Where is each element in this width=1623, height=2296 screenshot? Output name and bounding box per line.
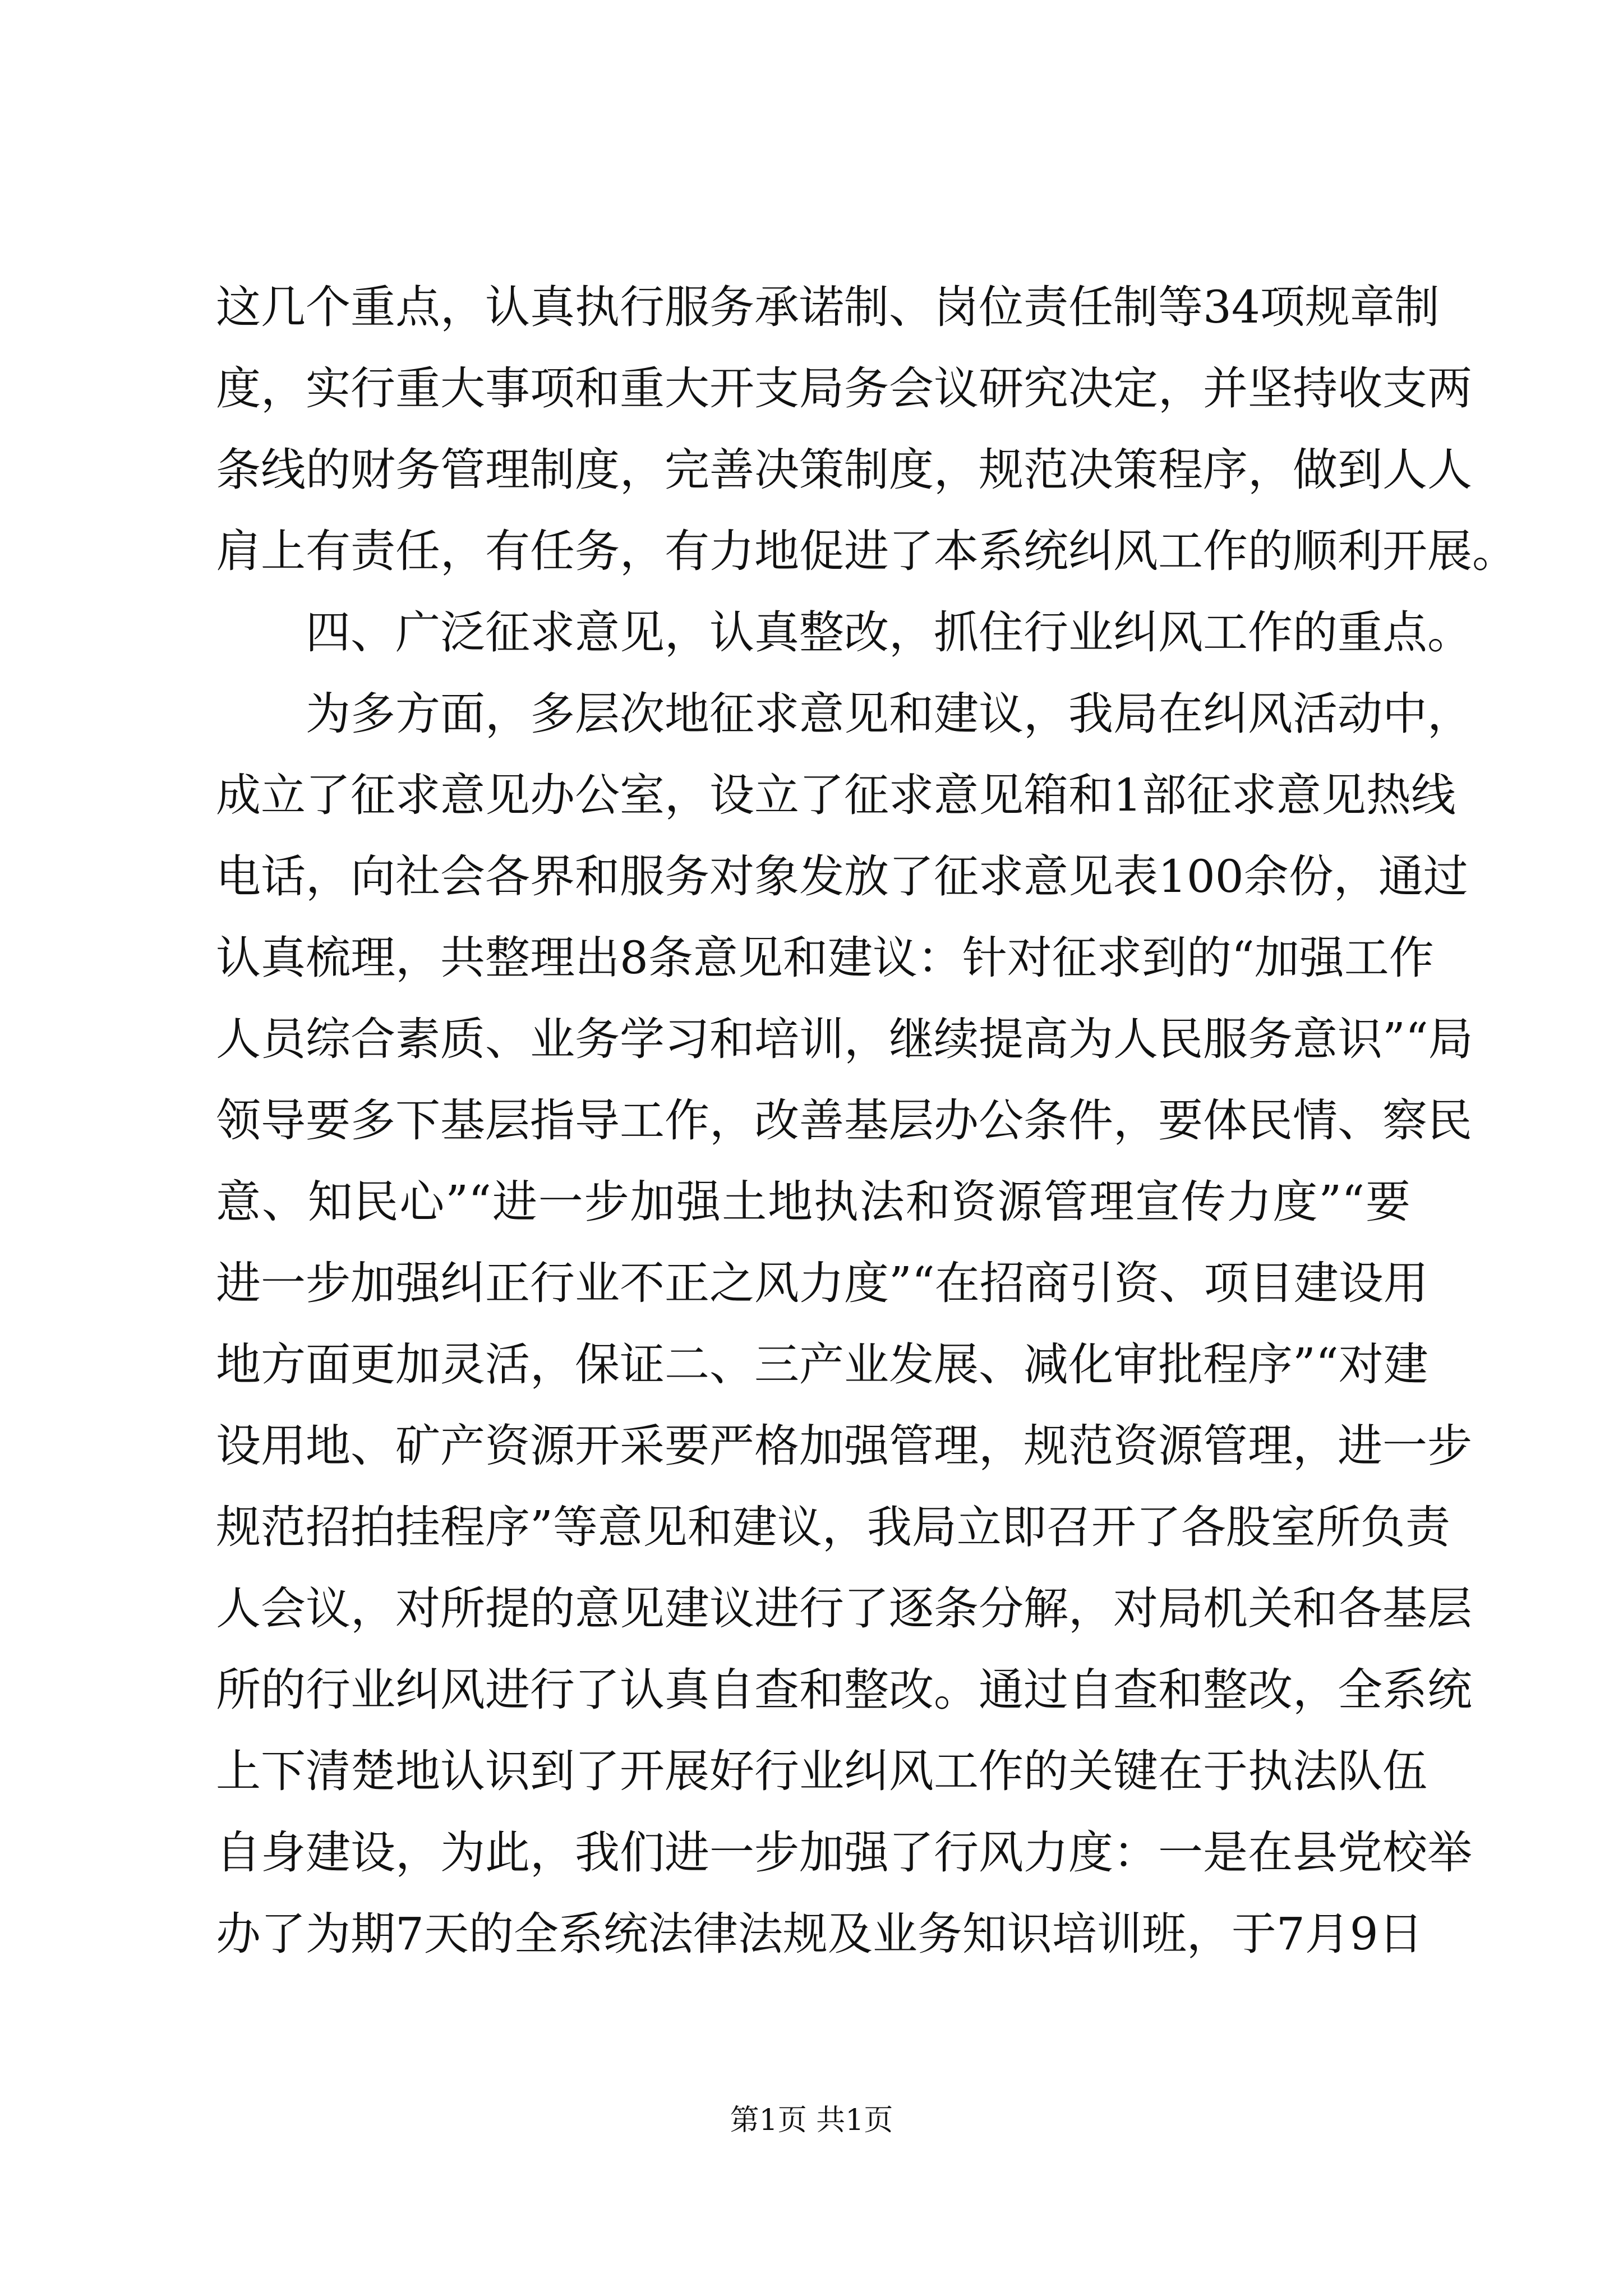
page-footer <box>0 2101 1623 2140</box>
text-line: 成立了征求意见办公室，设立了征求意见箱和1部征求意见热线 <box>216 769 1456 821</box>
text-line: 自身建设，为此，我们进一步加强了行风力度：一是在县党校举 <box>216 1826 1472 1879</box>
text-line: 办了为期7天的全系统法律法规及业务知识培训班，于7月9日 <box>216 1908 1423 1960</box>
document-body <box>216 266 1517 1975</box>
page-number-label: 第1页 共1页 <box>730 2104 893 2137</box>
text-line: 肩上有责任，有任务，有力地促进了本系统纠风工作的顺利开展。 <box>216 525 1517 577</box>
text-line: 设用地、矿产资源开采要严格加强管理，规范资源管理，进一步 <box>216 1420 1472 1472</box>
text-line: 认真梳理，共整理出8条意见和建议：针对征求到的“加强工作 <box>216 932 1434 984</box>
text-line: 进一步加强纠正行业不正之风力度”“在招商引资、项目建设用 <box>216 1257 1428 1309</box>
text-line: 领导要多下基层指导工作，改善基层办公条件，要体民情、察民 <box>216 1094 1472 1147</box>
text-line: 这几个重点，认真执行服务承诺制、岗位责任制等34项规章制 <box>216 281 1440 333</box>
text-line: 规范招拍挂程序”等意见和建议，我局立即召开了各股室所负责 <box>216 1501 1450 1553</box>
text-line: 所的行业纠风进行了认真自查和整改。通过自查和整改，全系统 <box>216 1664 1472 1716</box>
text-line: 条线的财务管理制度，完善决策制度，规范决策程序，做到人人 <box>216 444 1472 496</box>
text-line: 人会议，对所提的意见建议进行了逐条分解，对局机关和各基层 <box>216 1582 1472 1635</box>
text-line: 上下清楚地认识到了开展好行业纠风工作的关键在于执法队伍 <box>216 1745 1427 1797</box>
text-line: 地方面更加灵活，保证二、三产业发展、减化审批程序”“对建 <box>216 1338 1428 1391</box>
text-line: 度，实行重大事项和重大开支局务会议研究决定，并坚持收支两 <box>216 362 1472 415</box>
text-line: 人员综合素质、业务学习和培训，继续提高为人民服务意识”“局 <box>216 1013 1473 1065</box>
section-heading: 四、广泛征求意见，认真整改，抓住行业纠风工作的重点。 <box>306 606 1472 659</box>
text-line: 为多方面，多层次地征求意见和建议，我局在纠风活动中， <box>306 688 1472 740</box>
text-line: 意、知民心”“进一步加强土地执法和资源管理宣传力度”“要 <box>216 1176 1410 1228</box>
text-line: 电话，向社会各界和服务对象发放了征求意见表100余份，通过 <box>216 850 1468 903</box>
